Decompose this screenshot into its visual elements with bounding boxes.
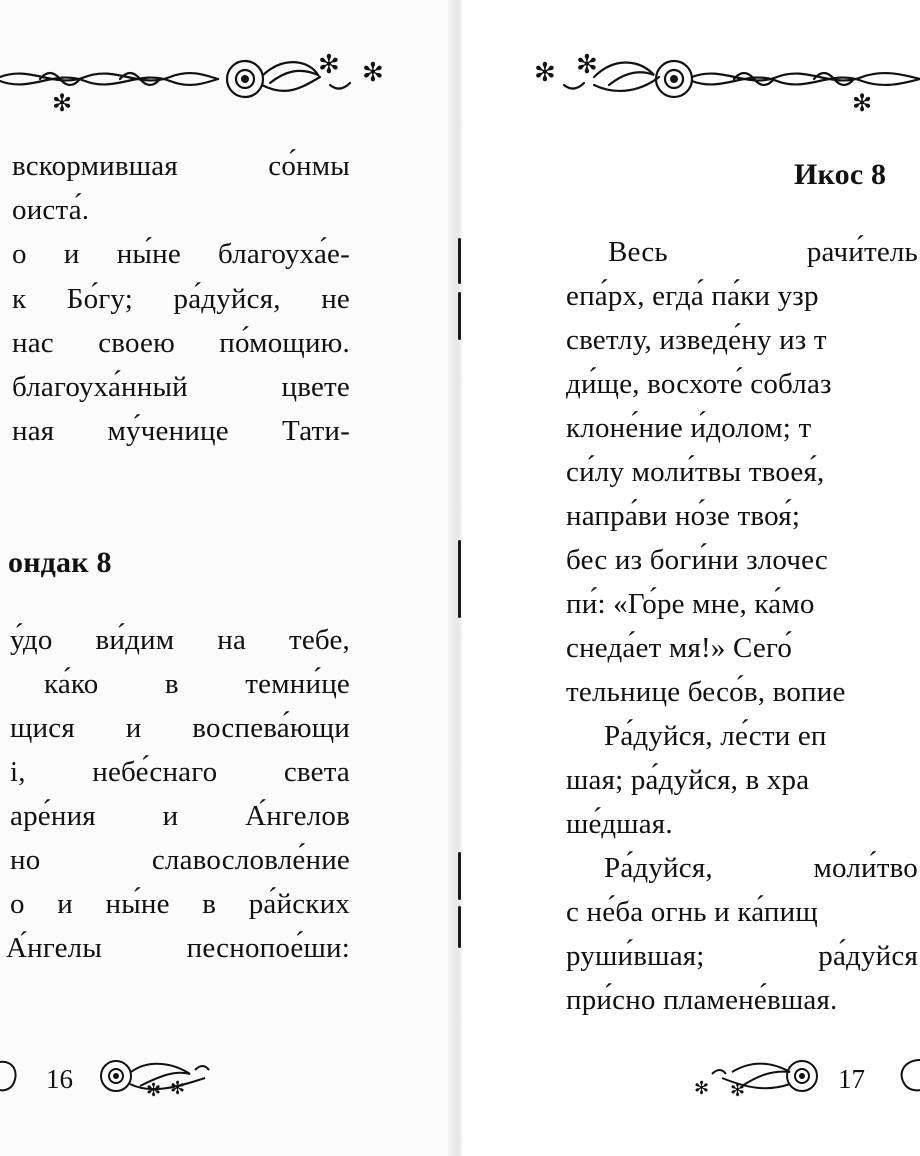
binding-stitch <box>458 540 461 618</box>
text-line: о и ны́не в ра́йских <box>10 888 350 920</box>
svg-text:✻: ✻ <box>576 50 598 80</box>
text-line: но славословле́ние <box>10 844 350 876</box>
binding-stitch <box>458 292 461 340</box>
text-line: с не́ба огнь и ка́пищ <box>566 896 818 928</box>
text-line: к Бо́гу; ра́дуйся, не <box>12 283 350 315</box>
text-line: Ра́дуйся, моли́тво <box>604 852 918 884</box>
text-line: руши́вшая; ра́дуйся <box>566 940 918 972</box>
text-line: оиста́. <box>12 194 90 226</box>
text-line: аре́ния и А́нгелов <box>10 800 350 832</box>
text-line: ди́ще, восхоте́ соблаз <box>566 368 832 400</box>
text-line: Весь рачи́тель <box>608 236 918 268</box>
text-line: ше́дшая. <box>566 808 673 840</box>
binding-stitch <box>458 906 461 948</box>
text-line: светлу, изведе́ну из т <box>566 324 827 356</box>
svg-text:✻: ✻ <box>694 1078 710 1099</box>
text-line: напра́ви но́зе твоя́; <box>566 500 801 532</box>
text-line: пи́: «Го́ре мне, ка́мо <box>566 588 815 620</box>
page-number-right: 17 <box>838 1064 865 1094</box>
text-line: клоне́ние и́долом; т <box>566 412 812 444</box>
svg-text:✻: ✻ <box>170 1078 186 1099</box>
kontakion-heading: ондак 8 <box>8 546 112 579</box>
text-line: снеда́ет мя!» Сего́ <box>566 632 793 664</box>
top-ornament-left <box>0 45 400 115</box>
text-line: тельнице бесо́в, вопие <box>566 676 846 708</box>
text-line: бес из боги́ни злочес <box>566 544 828 576</box>
text-line: у́до ви́дим на тебе, <box>10 624 350 656</box>
svg-text:✻: ✻ <box>146 1080 162 1101</box>
binding-stitch <box>458 238 461 284</box>
text-line: о и ны́не благоуха́е- <box>12 238 350 270</box>
text-line: і, небе́снаго света <box>10 756 350 788</box>
text-line: епа́рх, егда́ па́ки узр <box>566 280 819 312</box>
bottom-ornament-right <box>692 1052 920 1102</box>
text-line: шая; ра́дуйся, в хра <box>566 764 810 796</box>
text-line: нас своею по́мощию. <box>12 327 350 359</box>
text-line: си́лу моли́твы твоея́, <box>566 456 825 488</box>
svg-text:✻: ✻ <box>362 58 384 88</box>
text-line: щися и воспева́ющи <box>10 712 350 744</box>
right-page <box>462 0 920 1156</box>
text-line: Ра́дуйся, ле́сти еп <box>604 720 827 752</box>
ikos-heading: Икос 8 <box>794 158 887 191</box>
svg-text:✻: ✻ <box>852 89 873 115</box>
svg-text:✻: ✻ <box>52 89 73 115</box>
svg-text:✻: ✻ <box>730 1080 746 1101</box>
text-line: ка́ко в темни́це <box>44 668 350 700</box>
text-line: А́нгелы песнопое́ши: <box>6 932 350 964</box>
text-line: благоуха́нный цвете <box>12 371 350 403</box>
bottom-ornament-left <box>0 1052 230 1102</box>
svg-text:✻: ✻ <box>318 50 340 80</box>
text-line: вскормившая со́нмы <box>12 150 350 182</box>
page-number-left: 16 <box>46 1064 73 1094</box>
top-ornament-right <box>534 45 920 115</box>
svg-text:✻: ✻ <box>534 58 556 88</box>
text-line: при́сно пламене́вшая. <box>566 984 838 1016</box>
binding-stitch <box>458 852 461 900</box>
text-line: ная му́ченице Тати- <box>12 415 350 447</box>
